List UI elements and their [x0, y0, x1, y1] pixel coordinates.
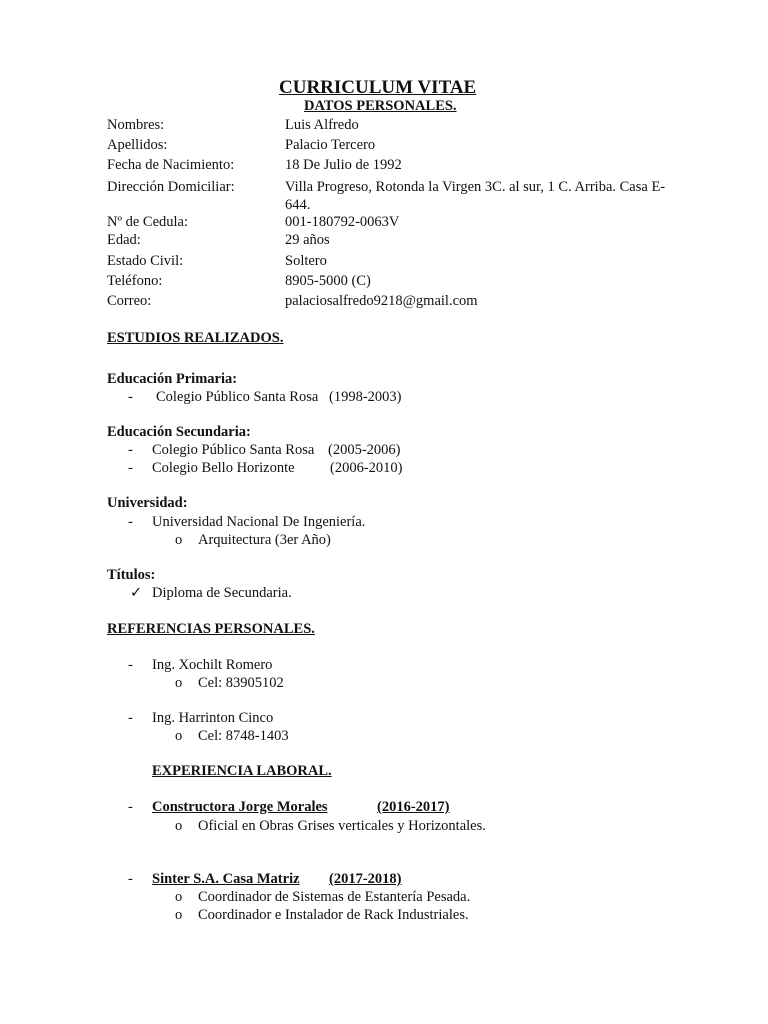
- job-years: (2016-2017): [377, 799, 450, 815]
- value-direccion: Villa Progreso, Rotonda la Virgen 3C. al sur, 1 C. Arriba. Casa E-644.: [285, 179, 666, 213]
- value-edad: 29 años: [285, 232, 330, 248]
- section-title-studies: ESTUDIOS REALIZADOS.: [107, 330, 284, 346]
- check-icon: ✓: [130, 585, 143, 601]
- reference-name: Ing. Xochilt Romero: [152, 657, 273, 673]
- reference-phone: Cel: 8748-1403: [198, 728, 289, 744]
- reference-phone: Cel: 83905102: [198, 675, 284, 691]
- dash-bullet: -: [128, 389, 133, 405]
- job-years: (2017-2018): [329, 871, 402, 887]
- dash-bullet: -: [128, 871, 133, 887]
- job-role: Coordinador e Instalador de Rack Industriales.: [198, 907, 469, 923]
- secondary-school-years: (2006-2010): [330, 460, 403, 476]
- label-correo: Correo:: [107, 293, 152, 309]
- university-name: Universidad Nacional De Ingeniería.: [152, 514, 366, 530]
- heading-titles: Títulos:: [107, 567, 156, 583]
- label-fecha-nacimiento: Fecha de Nacimiento:: [107, 157, 235, 173]
- heading-primary-education: Educación Primaria:: [107, 371, 238, 387]
- heading-secondary-education: Educación Secundaria:: [107, 424, 251, 440]
- section-title-personal: DATOS PERSONALES.: [304, 98, 457, 114]
- value-cedula: 001-180792-0063V: [285, 214, 400, 230]
- circle-bullet: o: [175, 728, 183, 744]
- label-apellidos: Apellidos:: [107, 137, 168, 153]
- university-program: Arquitectura (3er Año): [198, 532, 331, 548]
- job-role: Coordinador de Sistemas de Estantería Pesada.: [198, 889, 471, 905]
- value-estado-civil: Soltero: [285, 253, 327, 269]
- reference-name: Ing. Harrinton Cinco: [152, 710, 274, 726]
- value-nombres: Luis Alfredo: [285, 117, 359, 133]
- label-cedula: Nº de Cedula:: [107, 214, 189, 230]
- heading-university: Universidad:: [107, 495, 188, 511]
- section-title-experience: EXPERIENCIA LABORAL.: [152, 763, 332, 779]
- primary-school-years: (1998-2003): [329, 389, 402, 405]
- dash-bullet: -: [128, 442, 133, 458]
- job-company: Sinter S.A. Casa Matriz: [152, 871, 300, 887]
- value-telefono: 8905-5000 (C): [285, 273, 371, 289]
- dash-bullet: -: [128, 514, 133, 530]
- value-fecha-nacimiento: 18 De Julio de 1992: [285, 157, 402, 173]
- dash-bullet: -: [128, 460, 133, 476]
- label-nombres: Nombres:: [107, 117, 165, 133]
- primary-school-name: Colegio Público Santa Rosa: [156, 389, 319, 405]
- circle-bullet: o: [175, 532, 183, 548]
- dash-bullet: -: [128, 799, 133, 815]
- circle-bullet: o: [175, 889, 183, 905]
- value-correo: palaciosalfredo9218@gmail.com: [285, 293, 478, 309]
- label-estado-civil: Estado Civil:: [107, 253, 184, 269]
- value-apellidos: Palacio Tercero: [285, 137, 376, 153]
- dash-bullet: -: [128, 710, 133, 726]
- circle-bullet: o: [175, 818, 183, 834]
- label-edad: Edad:: [107, 232, 141, 248]
- dash-bullet: -: [128, 657, 133, 673]
- circle-bullet: o: [175, 907, 183, 923]
- job-role: Oficial en Obras Grises verticales y Horizontales.: [198, 818, 486, 834]
- title-item: Diploma de Secundaria.: [152, 585, 292, 601]
- circle-bullet: o: [175, 675, 183, 691]
- secondary-school-name: Colegio Bello Horizonte: [152, 460, 295, 476]
- job-company: Constructora Jorge Morales: [152, 799, 328, 815]
- secondary-school-name: Colegio Público Santa Rosa: [152, 442, 315, 458]
- document-title: CURRICULUM VITAE: [279, 77, 477, 98]
- secondary-school-years: (2005-2006): [328, 442, 401, 458]
- section-title-references: REFERENCIAS PERSONALES.: [107, 621, 315, 637]
- label-direccion: Dirección Domiciliar:: [107, 179, 235, 195]
- label-telefono: Teléfono:: [107, 273, 163, 289]
